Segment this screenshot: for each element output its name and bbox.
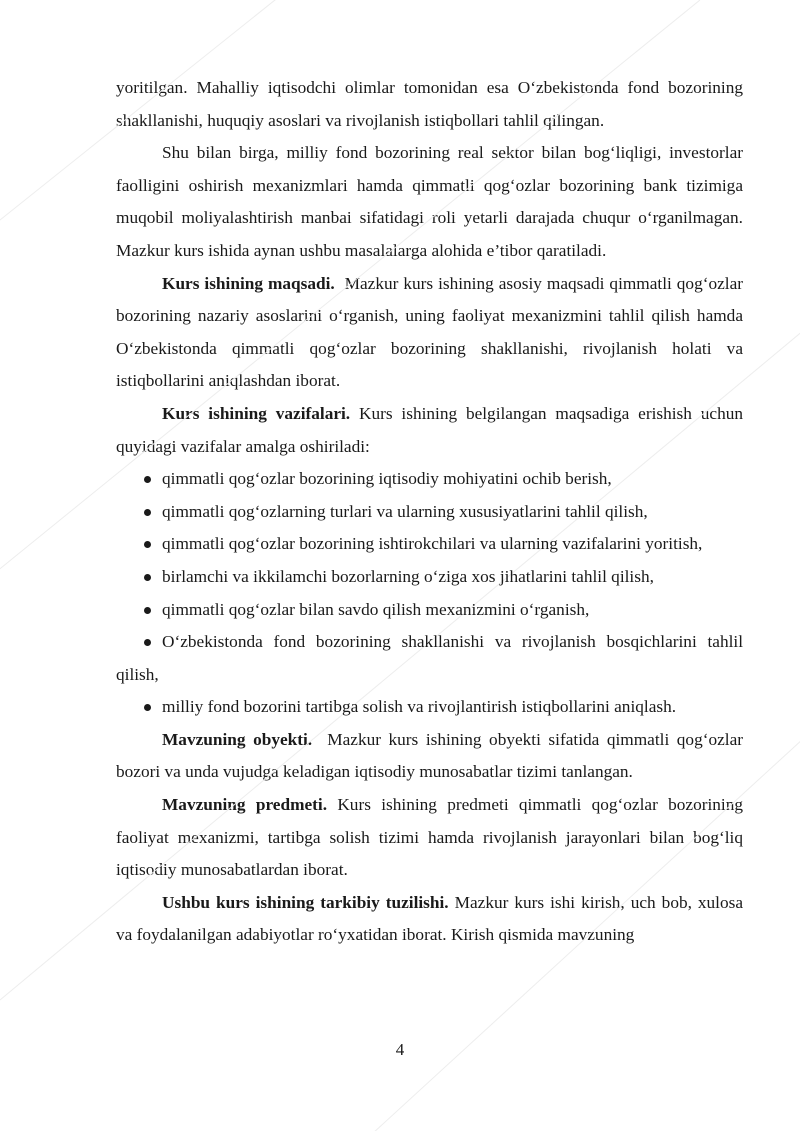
tasks-intro: Kurs ishining belgilangan maqsadiga erishish uchun quyidagi vazifalar amalga oshiriladi: [116,403,743,456]
object-text: Mazkur kurs ishining obyekti sifatida qimmatli qog‘ozlar bozori va unda vujudga keladigan iqtisodiy munosabatlar tizimi tanlangan. [116,729,743,782]
list-item-text: birlamchi va ikkilamchi bozorlarning o‘ziga xos jihatlarini tahlil qilish, [162,566,654,586]
bullet-icon [144,704,151,711]
list-item [116,496,743,529]
bullet-icon [144,639,151,646]
paragraph-subject [116,789,743,887]
structure-text: Mazkur kurs ishi kirish, uch bob, xulosa va foydalanilgan adabiyotlar ro‘yxatidan iborat. Kirish qismida mavzuning [116,892,744,945]
tasks-heading: Kurs ishining vazifalari. [162,403,351,423]
page-number: 4 [395,1040,405,1059]
list-item [116,594,743,627]
list-item-text: qimmatli qog‘ozlar bozorining ishtirokchilari va ularning vazifalarini yoritish, [162,534,703,554]
bullet-icon [144,607,151,614]
paragraph-continuation: yoritilgan. Mahalliy iqtisodchi olimlar tomonidan esa O‘zbekistonda fond bozorining shakllanishi, huquqiy asoslari va rivojlanish istiqbollari tahlil qilingan. [116,78,743,130]
list-item [116,463,743,496]
paragraph-goal [116,268,743,398]
list-item-text: O‘zbekistonda fond bozorining shakllanishi va rivojlanish bosqichlarini tahlil qilish, [116,632,743,684]
list-item-text: qimmatli qog‘ozlar bozorining iqtisodiy mohiyatini ochib berish, [162,469,612,489]
subject-heading: Mavzuning predmeti. [162,795,328,815]
bullet-icon [144,541,151,548]
list-item-text: milliy fond bozorini tartibga solish va rivojlantirish istiqbollarini aniqlash. [162,697,677,717]
body-text [116,72,743,952]
list-item [116,691,743,724]
subject-text: Kurs ishining predmeti qimmatli qog‘ozlar bozorining faoliyat mexanizmi, tartibga solish tizimi hamda rivojlanish jarayonlari bilan bog‘liq iqtisodiy munosabatlardan iborat. [116,795,743,880]
paragraph-structure [116,887,743,952]
list-item [116,528,743,561]
bullet-icon [144,509,151,516]
list-item-text: qimmatli qog‘ozlarning turlari va ularning xususiyatlarini tahlil qilish, [162,501,648,521]
goal-text: Mazkur kurs ishining asosiy maqsadi qimmatli qog‘ozlar bozorining nazariy asoslarini o‘rganish, uning faoliyat mexanizmini tahlil qilish hamda O‘zbekistonda qimmatli qog‘ozlar bozorining shakllanishi, rivojlanish holati va istiqbollarini aniqlashdan iborat. [116,273,743,391]
paragraph-object [116,724,743,789]
list-item [116,561,743,594]
goal-heading: Kurs ishining maqsadi. [162,273,335,293]
structure-heading: Ushbu kurs ishining tarkibiy tuzilishi. [162,892,449,912]
paragraph-research-gap: Shu bilan birga, milliy fond bozorining real sektor bilan bog‘liqligi, investorlar faolligini oshirish mexanizmlari hamda qimmatli qog‘ozlar bozorining bank tizimiga muqobil moliyalashtirish manbai sifatidagi roli yetarli darajada chuqur o‘rganilmagan. Mazkur kurs ishida aynan ushbu masalalarga alohida e’tibor qaratiladi. [116,143,743,260]
object-heading: Mavzuning obyekti. [162,729,313,749]
bullet-icon [144,574,151,581]
list-item [116,626,743,691]
list-item-text: qimmatli qog‘ozlar bilan savdo qilish mexanizmini o‘rganish, [162,599,590,619]
bullet-icon [144,476,151,483]
tasks-list [116,463,743,724]
paragraph-tasks [116,398,743,463]
